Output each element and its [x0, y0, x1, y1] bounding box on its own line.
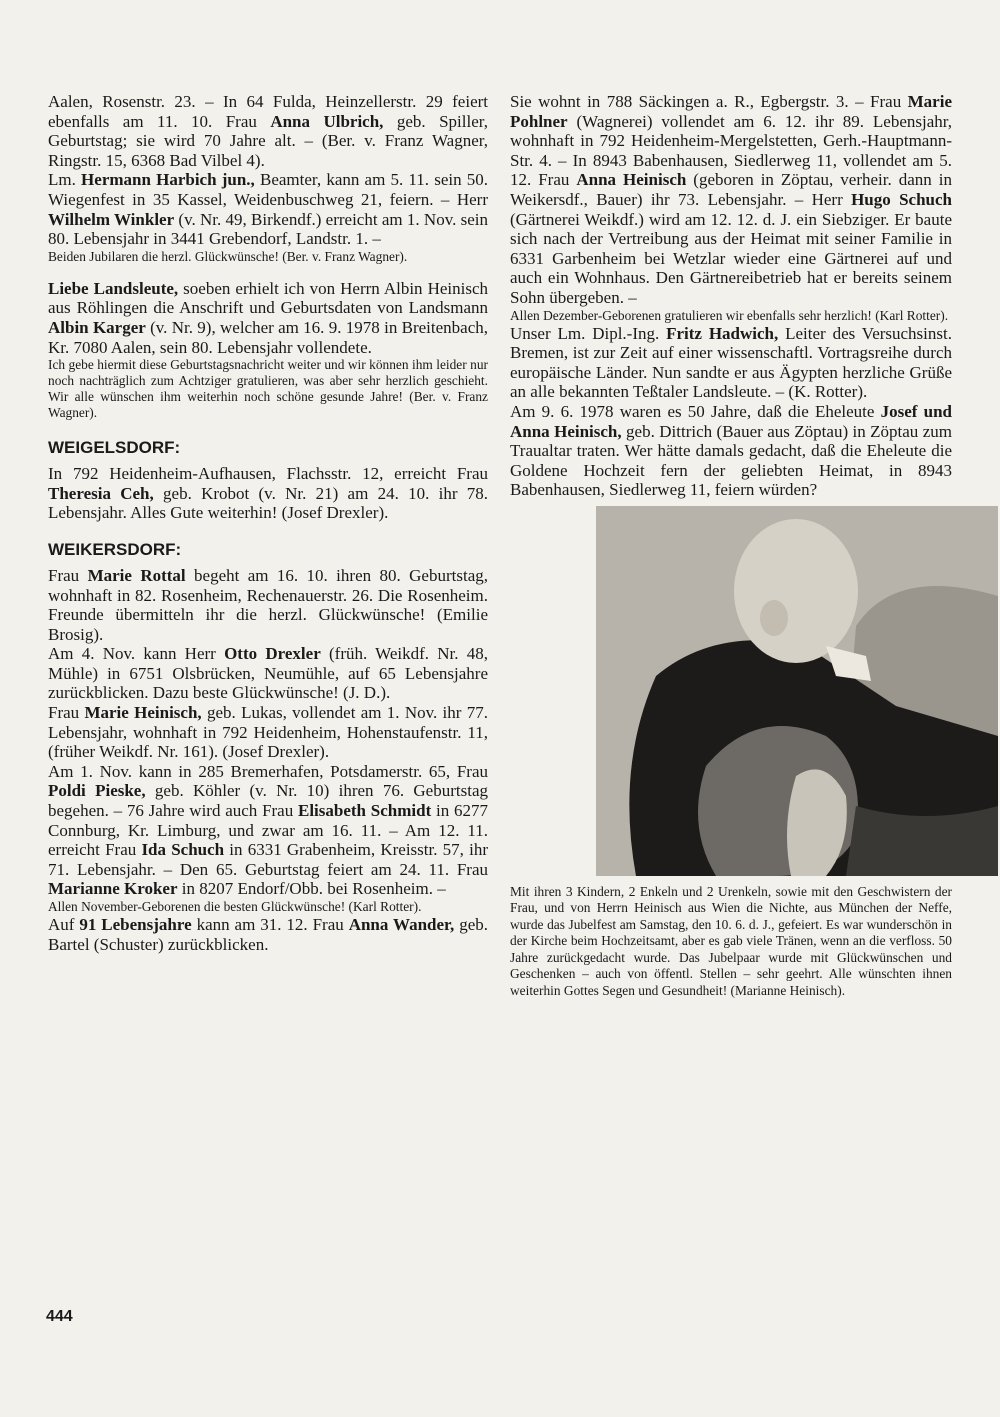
- paragraph-ceh: [48, 464, 488, 523]
- text: (v. Nr. 49, Birkendf.) erreicht am 1. Nov. sein 80. Lebensjahr in 3441 Grebendorf, Landstr. 1. –: [48, 209, 488, 249]
- paragraph-marie-heinisch: [48, 703, 488, 762]
- text: in 8207 Endorf/Obb. bei Rosenheim. –: [177, 879, 446, 899]
- name-theresia-ceh: Theresia Ceh,: [48, 483, 154, 503]
- man-ear: [760, 600, 788, 636]
- woman-dress: [846, 806, 998, 876]
- note-karger: Ich gebe hiermit diese Geburtstagsnachricht weiter und wir können ihm leider nur noch nachträglich zum Achtziger gratulieren, was aber sehr herzlich geschieht. Wir alle wünschen ihm weiterhin noch schöne gesunde Jahre! (Ber. v. Franz Wagner).: [48, 357, 488, 421]
- text: (Gärtnerei Weikdf.) wird am 12. 12. d. J. ein Siebziger. Er baute sich nach der Vertreibung aus der Heimat mit seiner Familie in 6331 Garbenheim bei Wetzlar wieder eine Gärtnerei auf und auch ein Wohnhaus. Den Gärtnereibetrieb hat er bereits seinem Sohn übergeben. –: [510, 209, 952, 307]
- name-marie-heinisch: Marie Heinisch,: [84, 703, 202, 723]
- note-november: Allen November-Geborenen die besten Glückwünsche! (Karl Rotter).: [48, 899, 422, 914]
- couple-photo-drawing: [596, 506, 998, 876]
- couple-photo: [596, 506, 998, 876]
- text: geb. Bartel (Schuster) zurückblicken.: [48, 915, 488, 954]
- text: geb. Köhler (v. Nr. 10) ihren 76. Geburtstag begehen. – 76 Jahre wird auch Frau: [48, 781, 488, 821]
- name-hermann-harbich: Hermann Harbich jun.,: [81, 170, 255, 190]
- text: Beamter, kann am 5. 11. sein 50. Wiegenfest in 35 Kassel, Weidenbuschweg 21, feiern. – Herr: [48, 170, 489, 209]
- paragraph-landsleute: [48, 279, 488, 357]
- note-dezember: Allen Dezember-Geborenen gratulieren wir ebenfalls sehr herzlich! (Karl Rotter).: [510, 307, 949, 323]
- text: Frau: [48, 703, 85, 723]
- name-otto-drexler: Otto Drexler: [224, 644, 321, 664]
- heading-weigelsdorf: WEIGELSDORF:: [48, 438, 181, 458]
- text: soeben erhielt ich von Herrn Albin Heinisch aus Röhlingen die Anschrift und Geburtsdaten von Landsmann: [48, 278, 488, 318]
- text: (geboren in Zöptau, verheir. dann in Weikersdf., Bauer) ihr 73. Lebensjahr. – Herr: [510, 170, 952, 209]
- text: geb. Spiller, Geburtstag; sie wird 70 Jahre alt. – (Ber. v. Franz Wagner, Ringstr. 15, 6368 Bad Vilbel 4).: [48, 111, 488, 170]
- text: geb. Krobot (v. Nr. 21) am 24. 10. ihr 78. Lebensjahr. Alles Gute weiterhin! (Josef Drexler).: [48, 483, 488, 523]
- man-head: [734, 519, 858, 663]
- text: (früh. Weikdf. Nr. 48, Mühle) in 6751 Olsbrücken, Neumühle, auf 65 Lebensjahre zurückblicken. Dazu beste Glückwünsche! (J. D.).: [48, 644, 489, 703]
- left-column: [48, 92, 488, 954]
- photo-caption: Mit ihren 3 Kindern, 2 Enkeln und 2 Urenkeln, sowie mit den Geschwistern der Frau, und von Herrn Heinisch aus Wien die Nichte, aus München der Neffe, wurde das Jubelfest am Samstag, den 10. 6. d. J., gefeiert. Es war wunderschön in der Kirche beim Hochzeitsamt, aber es gab viele Tränen, wenn an die verfloss. 50 Jahre zurückgedacht wurde. Das Jubelpaar wurde mit Glückwünschen und Geschenken – auch von öffentl. Stellen – sehr geehrt. Alle wünschten ihnen weiterhin Gottes Segen und Gesundheit! (Marianne Heinisch).: [510, 883, 952, 998]
- name-hugo-schuch: Hugo Schuch: [851, 189, 952, 209]
- name-marianne-kroker: Marianne Kroker: [48, 879, 178, 899]
- text: (v. Nr. 9), welcher am 16. 9. 1978 in Breitenbach, Kr. 7080 Aalen, sein 80. Lebensjahr vollendete.: [48, 317, 489, 357]
- text: Am 4. Nov. kann Herr: [48, 644, 225, 664]
- text: (Wagnerei) vollendet am 6. 12. ihr 89. Lebensjahr, wohnhaft in 792 Heidenheim-Mergelstetten, Gerh.-Hauptmann-Str. 4. – In 8943 Babenhausen, Siedlerweg 11, vollendet am 5. 12. Frau: [510, 111, 952, 190]
- paragraph-harbich: [48, 170, 488, 248]
- age-91: 91 Lebensjahre: [79, 915, 192, 934]
- text: begeht am 16. 10. ihren 80. Geburtstag, wohnhaft in 82. Rosenheim, Rechenauerstr. 26. Die Rosenheim. Freunde übermitteln ihr die herzl. Glückwünsche! (Emilie Brosig).: [48, 565, 488, 644]
- text: Frau: [48, 565, 88, 585]
- name-wilhelm-winkler: Wilhelm Winkler: [48, 209, 175, 229]
- paragraph-hadwich: [510, 324, 952, 402]
- text: Lm.: [48, 170, 82, 190]
- name-anna-wander: Anna Wander,: [348, 915, 455, 934]
- note-jubilare: Beiden Jubilaren die herzl. Glückwünsche! (Ber. v. Franz Wagner).: [48, 248, 408, 264]
- name-albin-karger: Albin Karger: [48, 317, 146, 337]
- name-poldi-pieske: Poldi Pieske,: [48, 781, 146, 801]
- text: in 6331 Grabenheim, Kreisstr. 57, ihr 71. Lebensjahr. – Den 65. Geburtstag feiert am 24. 11. Frau: [48, 840, 488, 879]
- name-anna-heinisch: Anna Heinisch: [576, 170, 687, 190]
- name-marie-pohlner: Marie Pohlner: [510, 92, 952, 131]
- name-elisabeth-schmidt: Elisabeth Schmidt: [298, 801, 432, 821]
- text: Am 9. 6. 1978 waren es 50 Jahre, daß die Eheleute: [510, 401, 881, 421]
- name-ida-schuch: Ida Schuch: [141, 840, 225, 860]
- name-anna-ulbrich: Anna Ulbrich,: [270, 111, 384, 131]
- heading-weikersdorf: WEIKERSDORF:: [48, 539, 182, 559]
- text: kann am 31. 12. Frau: [191, 915, 349, 934]
- text: geb. Dittrich (Bauer aus Zöptau) in Zöptau zum Traualtar traten. Wer hätte damals gedacht, daß die Eheleute die Goldene Hochzeit fern der geliebten Heimat, in 8943 Babenhausen, Siedlerweg 11, feiern würden?: [510, 421, 952, 500]
- name-fritz-hadwich: Fritz Hadwich,: [666, 323, 779, 343]
- page-number: 444: [46, 1308, 73, 1325]
- paragraph-drexler: [48, 644, 488, 703]
- salutation: Liebe Landsleute,: [48, 278, 179, 298]
- text: Aalen, Rosenstr. 23. – In 64 Fulda, Heinzellerstr. 29 feiert ebenfalls am 11. 10. Frau: [48, 92, 488, 131]
- paragraph-wander: [48, 915, 488, 954]
- paragraph-november: [48, 762, 488, 899]
- paragraph-fulda: [48, 92, 488, 170]
- right-column: [510, 92, 952, 999]
- text: in 6277 Connburg, Kr. Limburg, und zwar am 16. 11. – Am 12. 11. erreicht Frau: [48, 801, 488, 860]
- paragraph-goldene-hochzeit: [510, 402, 952, 500]
- text: Leiter des Versuchsinst. Bremen, ist zur Zeit auf einer wissenschaftl. Vortragsreihe durch europäische Länder. Nun sandte er aus Ägypten herzliche Grüße an alle bekannten Teßtaler Landsleute. – (K. Rotter).: [510, 323, 952, 402]
- text: In 792 Heidenheim-Aufhausen, Flachsstr. 12, erreicht Frau: [48, 464, 488, 484]
- name-josef-und-anna-heinisch: Josef und Anna Heinisch,: [510, 401, 952, 441]
- paragraph-rottal: [48, 566, 488, 644]
- text: Unser Lm. Dipl.-Ing.: [510, 323, 667, 343]
- text: geb. Lukas, vollendet am 1. Nov. ihr 77. Lebensjahr, wohnhaft in 792 Heidenheim, Hohenstaufenstr. 11, (früher Weikdf. Nr. 161). (Josef Drexler).: [48, 703, 488, 762]
- name-marie-rottal: Marie Rottal: [87, 565, 186, 585]
- text: Am 1. Nov. kann in 285 Bremerhafen, Potsdamerstr. 65, Frau: [48, 761, 488, 781]
- paragraph-dezember: [510, 92, 952, 308]
- text: Auf: [48, 915, 80, 934]
- text: Sie wohnt in 788 Säckingen a. R., Egbergstr. 3. – Frau: [510, 92, 908, 111]
